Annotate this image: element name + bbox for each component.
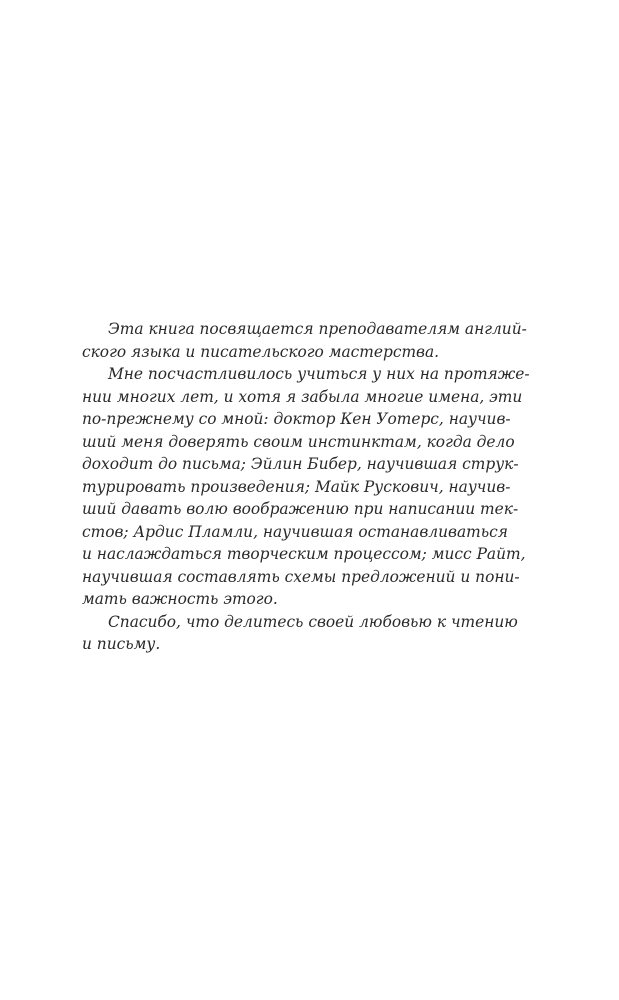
dedication-line: ший меня доверять своим инстинктам, когда дело [82, 432, 515, 451]
dedication-line: стов; Ардис Пламли, научившая останавливаться [82, 522, 508, 541]
dedication-line: турировать произведения; Майк Рускович, научив- [82, 477, 511, 496]
dedication-line: Мне посчастливилось учиться у них на протяже- [108, 365, 530, 383]
dedication-line: и письму. [82, 635, 161, 653]
dedication-line: научившая составлять схемы предложений и пони- [82, 567, 520, 586]
dedication-text [82, 318, 530, 656]
dedication-line: доходит до письма; Эйлин Бибер, научившая струк- [82, 455, 519, 473]
dedication-line: мать важность этого. [82, 590, 278, 608]
dedication-line: Эта книга посвящается преподавателям англий- [108, 320, 527, 338]
dedication-line: и наслаждаться творческим процессом; мисс Райт, [82, 545, 526, 563]
dedication-line: Спасибо, что делитесь своей любовью к чтению [108, 612, 518, 631]
dedication-line: по-прежнему со мной: доктор Кен Уотерс, научив- [82, 410, 511, 428]
dedication-line: нии многих лет, и хотя я забыла многие имена, эти [82, 387, 523, 406]
dedication-line: ского языка и писательского мастерства. [82, 342, 440, 361]
dedication-line: ший давать волю воображению при написании тек- [82, 500, 519, 518]
